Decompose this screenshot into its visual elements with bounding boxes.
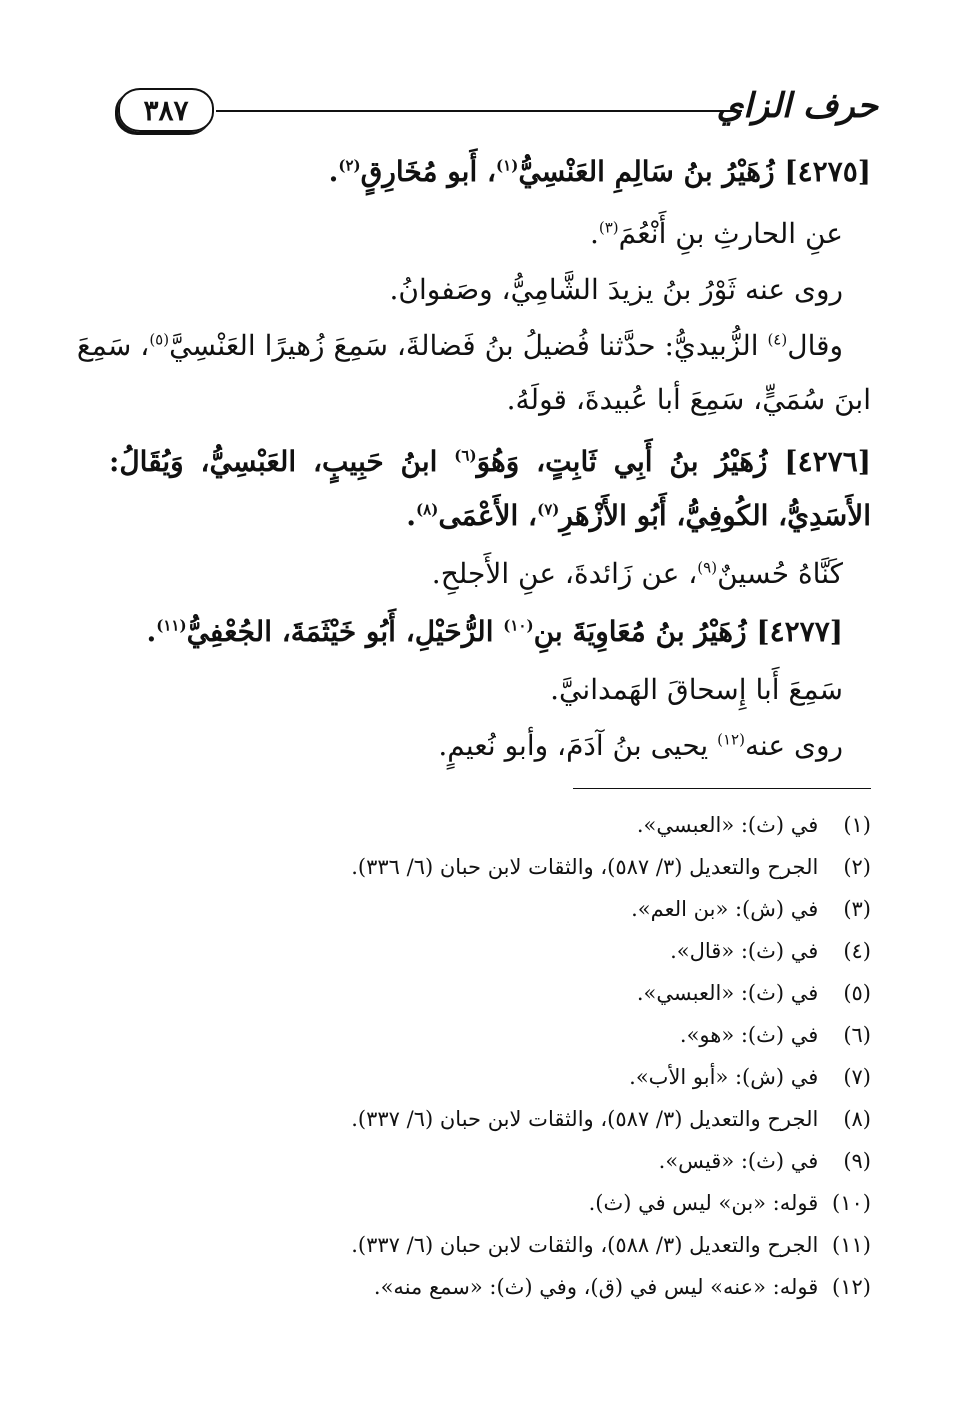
footnote-ref[interactable]: (٨) <box>416 500 439 519</box>
footnote <box>659 1146 871 1176</box>
heading-text: . <box>328 155 339 188</box>
footnote-ref[interactable]: (١) <box>496 156 519 175</box>
page-number: ٣٨٧ <box>118 88 214 132</box>
line-text: الزُّبيديُّ: حدَّثنا فُضيلُ بنُ فَضالةَ، سَمِعَ زُهيرًا العَنْسِيَّ <box>169 329 768 362</box>
footnote-number: (٤) <box>843 939 871 963</box>
text-line: سَمِعَ أَبا إِسحاقَ الهَمدانيَّ. <box>550 673 843 706</box>
footnote <box>589 1188 871 1218</box>
footnote-text: الجرح والتعديل (٣/ ٥٨٨)، والثقات لابن حبان (٦/ ٣٣٧). <box>351 1233 819 1257</box>
text-line <box>432 554 843 594</box>
footnote-ref[interactable]: (٩) <box>697 558 718 577</box>
footnote-text: في (ث): «هو». <box>679 1023 819 1047</box>
footnote-text: في (ث): «قال». <box>670 939 819 963</box>
footnote-text: قوله: «عنه» ليس في (ق)، وفي (ث): «سمع منه». <box>373 1275 819 1299</box>
line-text: ، عن زَائدةَ، عنِ الأَجلحِ. <box>431 557 698 590</box>
footnote-text: في (ث): «قيس». <box>658 1149 819 1173</box>
footnote-text: في (ش): «أبو الأب». <box>629 1065 819 1089</box>
footnote <box>637 810 871 840</box>
footnote <box>351 1230 871 1260</box>
heading-text: . <box>406 499 417 532</box>
footnote-text: الجرح والتعديل (٣/ ٥٨٧)، والثقات لابن حبان (٦/ ٣٣٦). <box>351 855 819 879</box>
footnote-ref[interactable]: (٣) <box>598 218 619 237</box>
footnote-number: (١١) <box>832 1233 871 1257</box>
page-header <box>118 82 878 138</box>
line-text: كَنَّاهُ حُسينٌ <box>717 557 843 590</box>
footnote <box>637 978 871 1008</box>
text-line <box>438 726 843 766</box>
footnote-number: (٩) <box>843 1149 871 1173</box>
footnote-separator <box>573 788 871 789</box>
line-text: عنِ الحارثِ بنِ أَنْعُمَ <box>618 217 843 250</box>
heading-text: الرُّحَيْلِ، أَبُو خَيْثَمَةَ، الجُعْفِيُّ <box>186 615 504 648</box>
text-line <box>76 326 843 366</box>
footnote-text: قوله: «بن» ليس في (ث). <box>588 1191 819 1215</box>
footnote-number: (٦) <box>843 1023 871 1047</box>
entry-heading <box>147 612 844 652</box>
footnote-text: في (ش): «بن العم». <box>631 897 819 921</box>
footnote-text: في (ث): «العبسي». <box>636 813 819 837</box>
header-rule <box>216 110 742 112</box>
heading-text: ، أَبو مُخَارِقٍ <box>360 155 497 188</box>
footnote-number: (٨) <box>843 1107 871 1131</box>
heading-text: [٤٢٧٧] زُهَيْرُ بنُ مُعَاوِيَةَ بنِ <box>533 615 843 648</box>
line-text: ، سَمِعَ <box>76 329 150 362</box>
footnote <box>351 852 871 882</box>
footnote-ref[interactable]: (١٠) <box>503 616 534 635</box>
footnote-number: (٣) <box>843 897 871 921</box>
footnote <box>680 1020 871 1050</box>
heading-text: [٤٢٧٥] زُهَيْرُ بنُ سَالِمِ العَنْسِيُّ <box>518 155 871 188</box>
footnote-number: (١) <box>843 813 871 837</box>
line-text: روى عنه <box>744 729 843 762</box>
footnote-ref[interactable]: (٤) <box>767 330 788 349</box>
footnote <box>670 936 871 966</box>
footnote <box>374 1272 871 1302</box>
line-text: . <box>589 217 599 250</box>
line-text: يحيى بنُ آدَمَ، وأبو نُعيمٍ. <box>438 729 718 762</box>
heading-text: . <box>146 615 157 648</box>
heading-text: ، الأَعْمَى <box>438 499 538 532</box>
footnote-ref[interactable]: (١١) <box>156 616 187 635</box>
heading-text: ابنُ حَبِيبٍ، العَبْسِيُّ، وَيُقَالُ: <box>109 445 455 478</box>
footnote-ref[interactable]: (٢) <box>338 156 361 175</box>
text-line: روى عنه ثَوْرُ بنُ يزيدَ الشَّامِيُّ، وصَفوانُ. <box>389 273 843 306</box>
footnote <box>629 1062 871 1092</box>
entry-heading <box>109 442 871 482</box>
footnote <box>351 1104 871 1134</box>
heading-text: الأَسَدِيُّ، الكُوفِيُّ، أَبُو الأَزْهَرِ <box>559 499 871 532</box>
entry-heading <box>329 152 871 192</box>
line-text: وقال <box>787 329 843 362</box>
footnote-number: (٥) <box>843 981 871 1005</box>
footnote-ref[interactable]: (٥) <box>149 330 170 349</box>
text-line: ابنَ سُمَيٍّ، سَمِعَ أبا عُبيدةَ، قولَهُ. <box>506 383 871 416</box>
footnote-ref[interactable]: (٦) <box>454 446 477 465</box>
footnote-number: (٧) <box>843 1065 871 1089</box>
footnote-number: (١٠) <box>832 1191 871 1215</box>
footnote <box>631 894 871 924</box>
footnote-ref[interactable]: (٧) <box>537 500 560 519</box>
text-line <box>590 214 843 254</box>
footnote-text: الجرح والتعديل (٣/ ٥٨٧)، والثقات لابن حبان (٦/ ٣٣٧). <box>351 1107 819 1131</box>
entry-heading-continued <box>406 496 871 536</box>
footnote-ref[interactable]: (١٢) <box>717 730 745 749</box>
running-title: حرف الزاي <box>716 86 878 126</box>
heading-text: [٤٢٧٦] زُهَيْرُ بنُ أَبِي ثَابِتٍ، وَهُوَ <box>476 445 871 478</box>
footnote-number: (٢) <box>843 855 871 879</box>
footnote-number: (١٢) <box>832 1275 871 1299</box>
footnote-text: في (ث): «العبسي». <box>636 981 819 1005</box>
